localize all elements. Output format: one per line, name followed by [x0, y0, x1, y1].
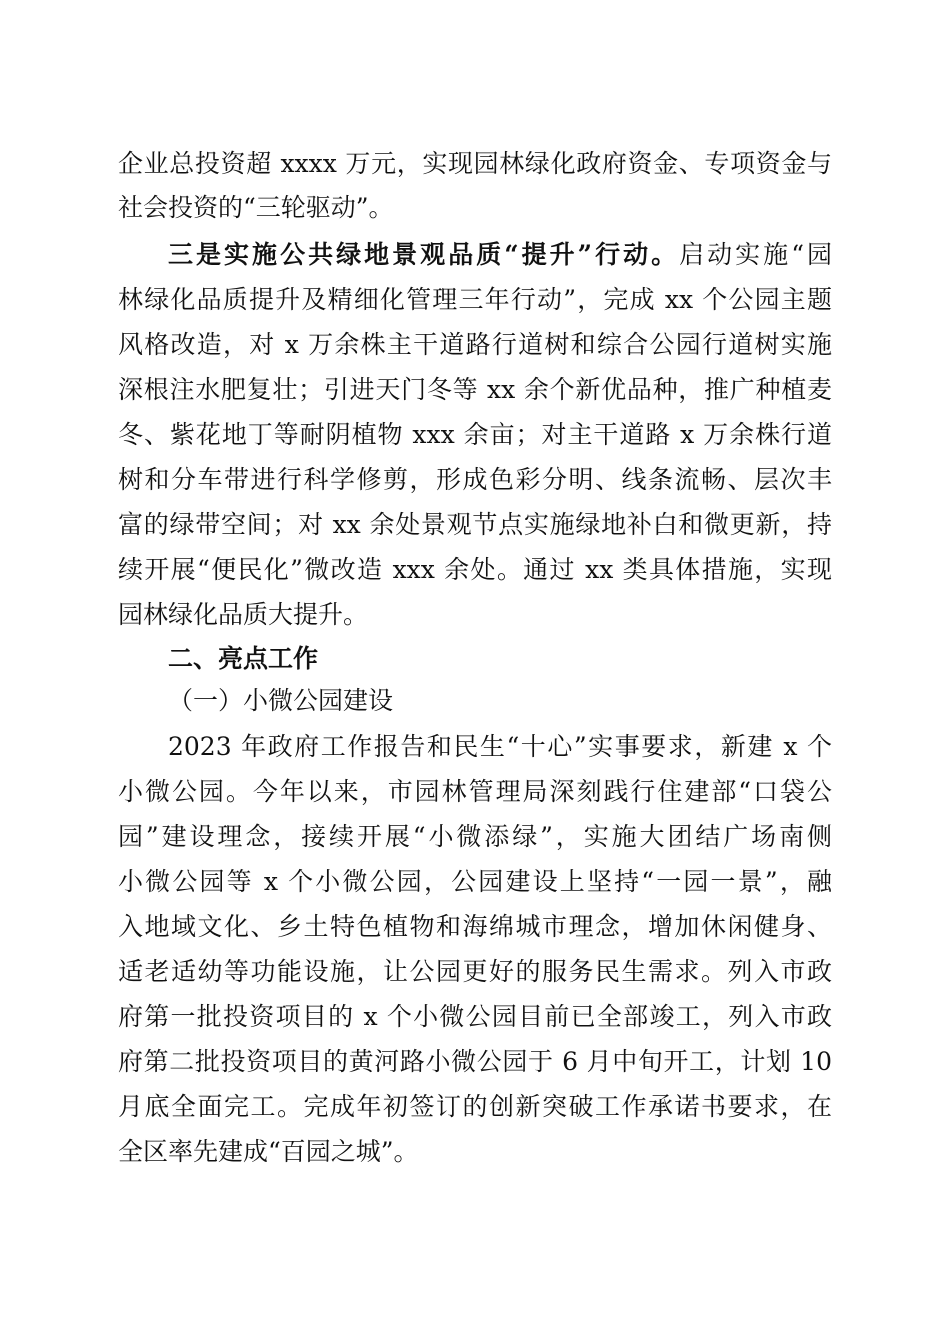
paragraph-line: 月底全面完工。完成年初签订的创新突破工作承诺书要求，在	[118, 1092, 832, 1121]
paragraph-line: 企业总投资超 xxxx 万元，实现园林绿化政府资金、专项资金与	[118, 149, 832, 178]
paragraph-text: 启动实施“园	[679, 240, 833, 269]
subsection-heading: （一）小微公园建设	[168, 686, 394, 715]
paragraph-lead: 三是实施公共绿地景观品质“提升”行动。	[168, 240, 680, 269]
paragraph-line: 全区率先建成“百园之城”。	[118, 1137, 419, 1166]
paragraph-line: 树和分车带进行科学修剪，形成色彩分明、线条流畅、层次丰	[118, 465, 832, 494]
paragraph-line: 冬、紫花地丁等耐阴植物 xxx 余亩；对主干道路 x 万余株行道	[118, 420, 832, 449]
paragraph-line: 府第二批投资项目的黄河路小微公园于 6 月中旬开工，计划 10	[118, 1047, 832, 1076]
paragraph-line: 林绿化品质提升及精细化管理三年行动”，完成 xx 个公园主题	[118, 285, 832, 314]
paragraph-line	[168, 233, 832, 277]
paragraph-line: 2023 年政府工作报告和民生“十心”实事要求，新建 x 个	[168, 732, 832, 761]
paragraph-line: 府第一批投资项目的 x 个小微公园目前已全部竣工，列入市政	[118, 1002, 832, 1031]
paragraph-line: 续开展“便民化”微改造 xxx 余处。通过 xx 类具体措施，实现	[118, 555, 832, 584]
paragraph-line: 适老适幼等功能设施，让公园更好的服务民生需求。列入市政	[118, 957, 832, 986]
paragraph-line: 风格改造，对 x 万余株主干道路行道树和综合公园行道树实施	[118, 330, 832, 359]
paragraph-line: 小微公园等 x 个小微公园，公园建设上坚持“一园一景”，融	[118, 867, 832, 896]
paragraph-line: 入地域文化、乡土特色植物和海绵城市理念，增加休闲健身、	[118, 912, 832, 941]
paragraph-line: 富的绿带空间；对 xx 余处景观节点实施绿地补白和微更新，持	[118, 510, 832, 539]
paragraph-line: 社会投资的“三轮驱动”。	[118, 193, 394, 222]
paragraph-line: 小微公园。今年以来，市园林管理局深刻践行住建部“口袋公	[118, 777, 832, 806]
section-heading: 二、亮点工作	[168, 644, 319, 673]
paragraph-line: 深根注水肥复壮；引进天门冬等 xx 余个新优品种，推广种植麦	[118, 375, 832, 404]
paragraph-line: 园林绿化品质大提升。	[118, 600, 369, 629]
paragraph-line: 园”建设理念，接续开展“小微添绿”，实施大团结广场南侧	[118, 822, 832, 851]
